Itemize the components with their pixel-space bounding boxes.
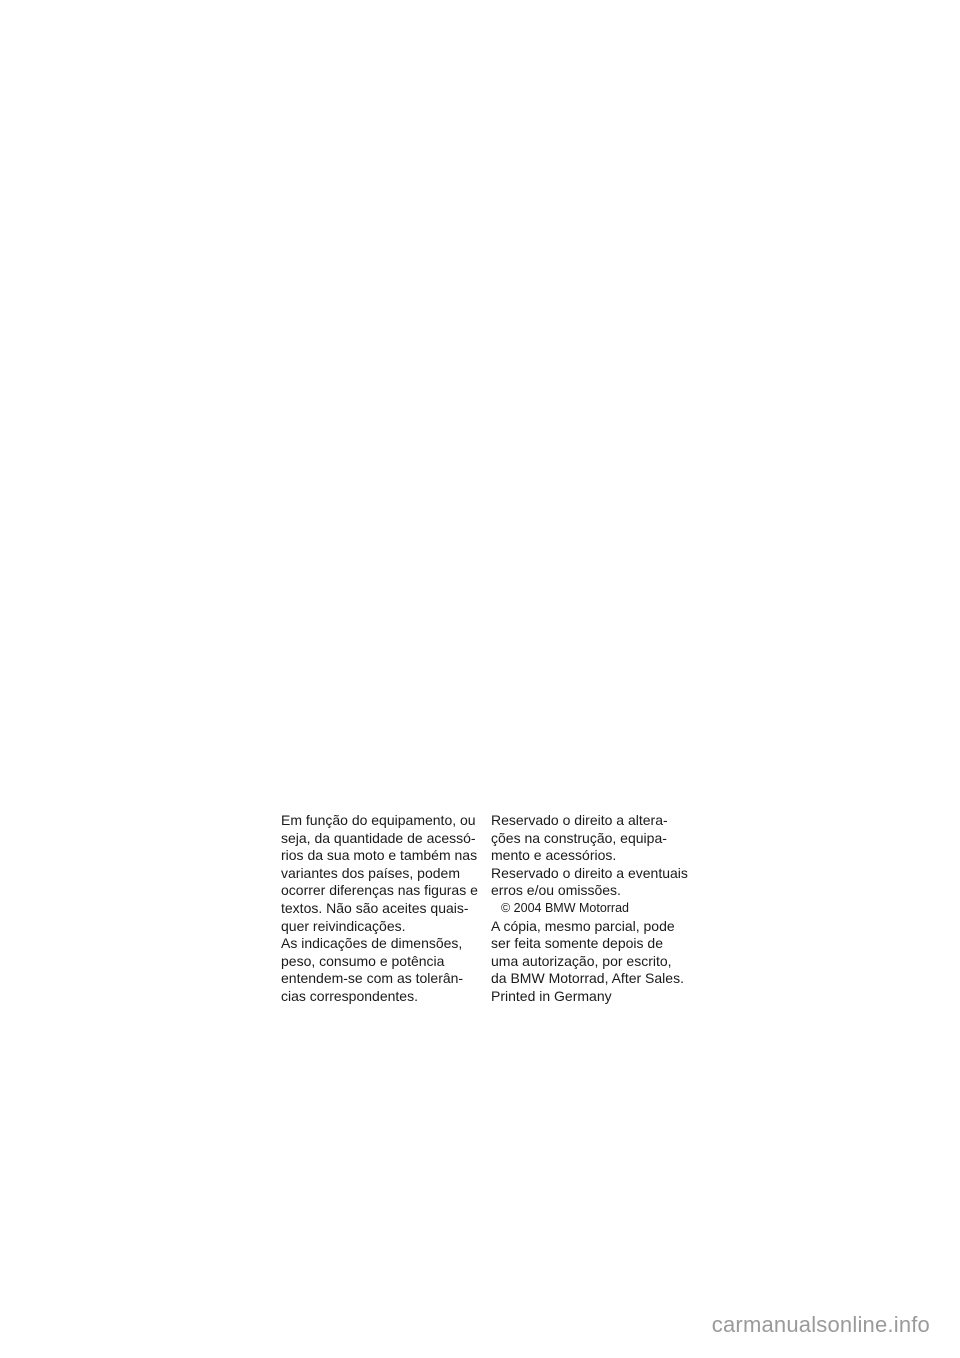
text-line: textos. Não são aceites quais-	[281, 899, 469, 916]
text-line: seja, da quantidade de acessó-	[281, 829, 476, 846]
text-line: ções na construção, equipa-	[491, 829, 667, 846]
text-line: Reservado o direito a eventuais	[491, 864, 688, 881]
text-line: Em função do equipamento, ou	[281, 812, 476, 828]
text-line: erros e/ou omissões.	[491, 882, 621, 899]
text-line: Printed in Germany	[491, 987, 612, 1004]
text-line: entendem-se com as tolerân-	[281, 970, 464, 987]
text-line: rios da sua moto e também nas	[281, 847, 478, 864]
copyright-notice: © 2004 BMW Motorrad	[501, 900, 630, 915]
disclaimer-column-left	[281, 812, 481, 1006]
disclaimer-column-right	[491, 812, 696, 1006]
text-line: uma autorização, por escrito,	[491, 952, 672, 969]
text-line: ocorrer diferenças nas figuras e	[281, 882, 478, 899]
text-line: da BMW Motorrad, After Sales.	[491, 970, 684, 987]
text-line: A cópia, mesmo parcial, pode	[491, 917, 675, 934]
text-line: variantes dos países, podem	[281, 864, 460, 881]
text-line: mento e acessórios.	[491, 847, 617, 864]
text-line: peso, consumo e potência	[281, 952, 445, 969]
text-line: quer reivindicações.	[281, 917, 406, 934]
text-line: ser feita somente depois de	[491, 935, 663, 952]
text-line: Reservado o direito a altera-	[491, 812, 668, 828]
watermark-text: carmanualsonline.info	[711, 1312, 930, 1337]
text-line: cias correspondentes.	[281, 987, 418, 1004]
text-line: As indicações de dimensões,	[281, 935, 463, 952]
